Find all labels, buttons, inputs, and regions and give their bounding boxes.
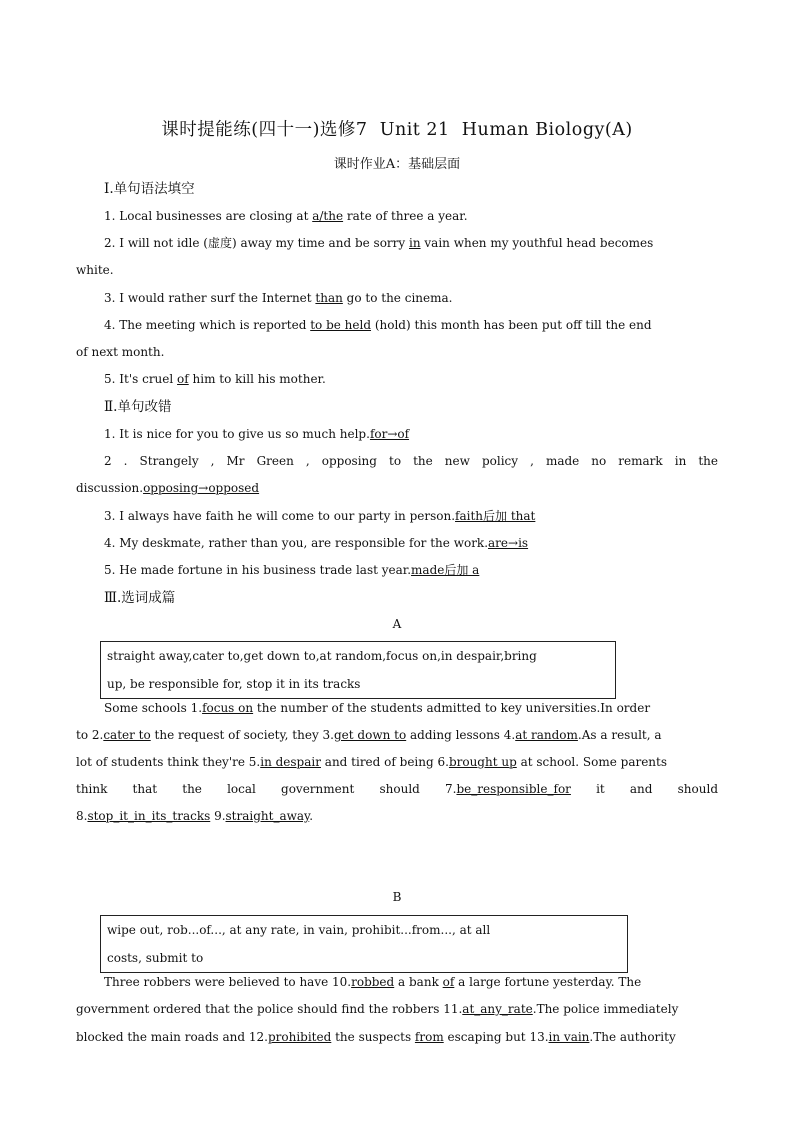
s1-question-2: 2. I will not idle (虚度) away my time and be sorry in vain when my youthful head becomes — [104, 236, 654, 250]
s2-question-1: 1. It is nice for you to give us so much help.for→of — [104, 427, 410, 441]
answer: get down to — [334, 728, 407, 742]
s1-question-2-cont: white. — [76, 263, 114, 277]
answer: of — [442, 975, 455, 989]
answer: than — [315, 291, 343, 305]
passage-a-line-2: to 2.cater to the request of society, they 3.get down to adding lessons 4.at random.As a result, a — [76, 728, 662, 742]
answer: stop_it_in_its_tracks — [87, 809, 211, 823]
answer: made后加 a — [411, 563, 480, 577]
answer: cater to — [103, 728, 151, 742]
answer: are→is — [488, 536, 529, 550]
s2-question-2-cont: discussion.opposing→opposed — [76, 481, 260, 495]
answer: faith后加 that — [455, 509, 536, 523]
page-subtitle: 课时作业A：基础层面 — [333, 157, 461, 172]
s1-question-4: 4. The meeting which is reported to be held (hold) this month has been put off till the end — [104, 318, 652, 332]
s2-question-4: 4. My deskmate, rather than you, are responsible for the work.are→is — [104, 536, 529, 550]
word-bank-a-line-1: straight away,cater to,get down to,at random,focus on,in despair,bring — [107, 649, 537, 663]
word-bank-b — [100, 915, 628, 973]
passage-a-line-3: lot of students think they're 5.in despair and tired of being 6.brought up at school. Some parents — [76, 755, 668, 769]
answer: focus on — [202, 701, 254, 715]
answer: in — [409, 236, 421, 250]
answer: in vain — [548, 1030, 590, 1044]
page-title: 课时提能练(四十一)选修7 Unit 21 Human Biology(A) — [161, 120, 633, 140]
passage-b-line-1: Three robbers were believed to have 10.robbed a bank of a large fortune yesterday. The — [104, 975, 642, 989]
passage-a-line-1: Some schools 1.focus on the number of the students admitted to key universities.In order — [104, 701, 651, 715]
answer: for→of — [369, 427, 410, 441]
word-bank-b-line-1: wipe out, rob...of..., at any rate, in vain, prohibit...from..., at all — [107, 923, 491, 937]
answer: in despair — [260, 755, 321, 769]
answer: at_any_rate — [462, 1002, 533, 1016]
word-bank-a-line-2: up, be responsible for, stop it in its tracks — [107, 677, 361, 691]
part-a-label: A — [392, 617, 402, 631]
section-2-heading: Ⅱ.单句改错 — [104, 399, 172, 415]
s2-question-3: 3. I always have faith he will come to our party in person.faith后加 that — [104, 509, 536, 523]
s1-question-4-cont: of next month. — [76, 345, 165, 359]
s2-question-2: 2 . Strangely , Mr Green , opposing to the new policy , made no remark in the — [104, 454, 718, 468]
section-3-heading: Ⅲ.选词成篇 — [104, 590, 176, 606]
answer: a/the — [312, 209, 344, 223]
answer: from — [414, 1030, 444, 1044]
passage-a-line-5: 8.stop_it_in_its_tracks 9.straight_away. — [76, 809, 314, 823]
word-bank-b-line-2: costs, submit to — [107, 951, 204, 965]
s1-question-1: 1. Local businesses are closing at a/the rate of three a year. — [104, 209, 468, 223]
answer: robbed — [351, 975, 395, 989]
s1-question-5: 5. It's cruel of him to kill his mother. — [104, 372, 326, 386]
answer: at random — [515, 728, 578, 742]
passage-b-line-2: government ordered that the police should find the robbers 11.at_any_rate.The police immediately — [76, 1002, 679, 1016]
answer: straight_away — [225, 809, 310, 823]
s1-question-3: 3. I would rather surf the Internet than go to the cinema. — [104, 291, 453, 305]
answer: be_responsible_for — [456, 782, 571, 796]
answer: of — [177, 372, 189, 386]
answer: to be held — [310, 318, 372, 332]
passage-b-line-3: blocked the main roads and 12.prohibited the suspects from escaping but 13.in vain.The authority — [76, 1030, 676, 1044]
section-1-heading: Ⅰ.单句语法填空 — [104, 181, 195, 197]
answer: prohibited — [267, 1030, 332, 1044]
part-b-label: B — [392, 890, 402, 904]
s2-question-5: 5. He made fortune in his business trade last year.made后加 a — [104, 563, 480, 577]
answer: opposing→opposed — [143, 481, 260, 495]
word-bank-a — [100, 641, 616, 699]
passage-a-line-4: think that the local government should 7.be_responsible_for it and should — [76, 782, 719, 796]
answer: brought up — [448, 755, 517, 769]
